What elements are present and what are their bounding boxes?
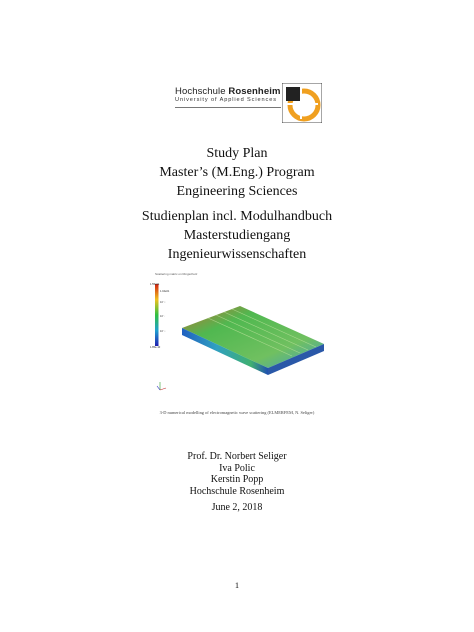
legend-tick: 1.55e01 (150, 283, 160, 286)
university-logo (175, 86, 325, 130)
title-de-line3: Ingenieurwissenschaften (167, 247, 307, 262)
title-en-line2: Master’s (M.Eng.) Program (159, 165, 315, 180)
title-english (0, 144, 474, 201)
legend-tick: 10⁻⁸ (160, 330, 166, 333)
publication-date: June 2, 2018 (211, 502, 263, 513)
legend-tick: 10⁻⁶ (160, 301, 166, 304)
simulation-figure (150, 272, 330, 392)
axes-triad-icon (157, 382, 166, 390)
author-name: Prof. Dr. Norbert Seliger (187, 451, 287, 462)
page-number: 1 (234, 580, 240, 590)
legend-title: Scattering matrix on Ringschutz (155, 272, 198, 276)
figure-caption: 3-D numerical modelling of electromagnetic wave scattering (ELMERFEM, N. Seliger) (159, 410, 315, 415)
title-en-line3: Engineering Sciences (176, 184, 298, 199)
author-name: Kerstin Popp (210, 474, 264, 485)
logo-emblem-icon (282, 83, 322, 123)
logo-divider (175, 107, 281, 108)
title-de-line1: Studienplan incl. Modulhandbuch (141, 209, 333, 224)
logo-subtitle: University of Applied Sciences (175, 97, 277, 103)
title-german (0, 207, 474, 264)
legend-tick: 1.04e01 (160, 290, 170, 293)
logo-name: Hochschule Rosenheim (175, 86, 281, 97)
author-name: Iva Polic (219, 462, 255, 474)
legend-tick: 1.85e-10 (150, 346, 161, 349)
title-en-line1: Study Plan (206, 146, 268, 161)
title-de-line2: Masterstudiengang (183, 228, 291, 243)
institution-name: Hochschule Rosenheim (189, 485, 285, 497)
legend-tick: 10⁻⁷ (160, 315, 166, 318)
color-legend-bar (155, 284, 159, 346)
author-list (0, 451, 474, 497)
